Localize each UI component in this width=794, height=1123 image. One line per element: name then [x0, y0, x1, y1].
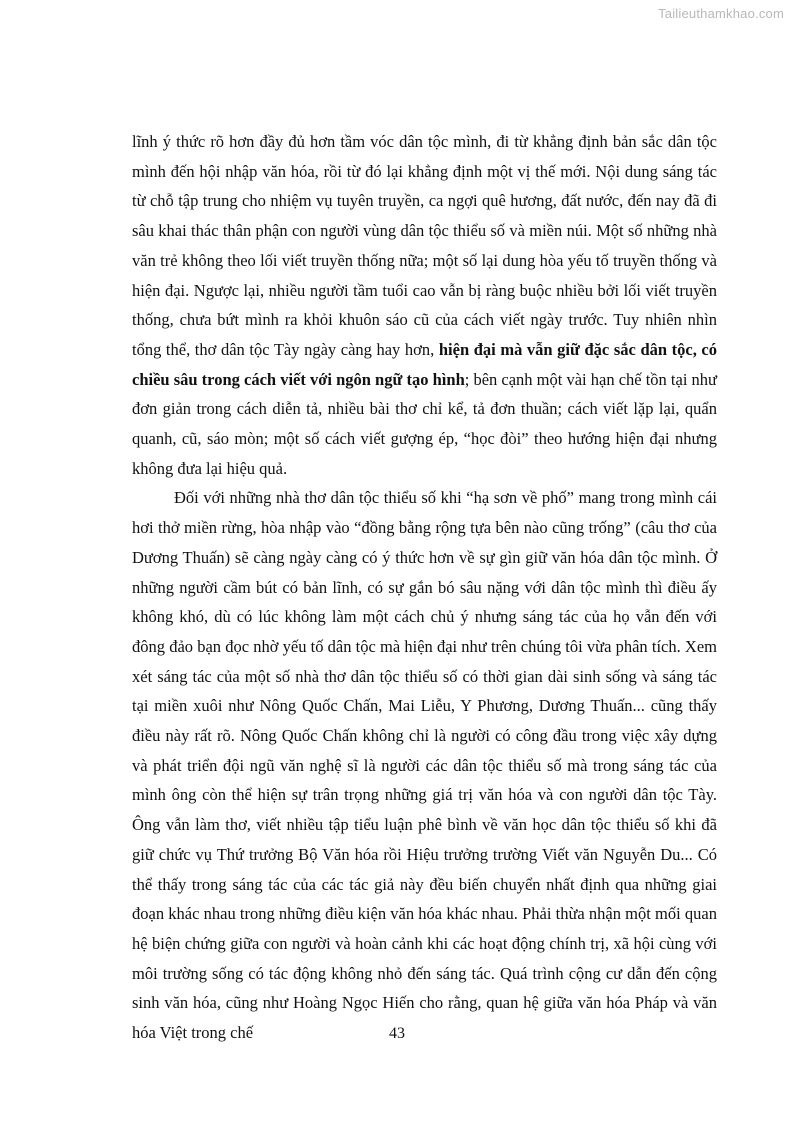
- paragraph-1: [132, 127, 717, 483]
- body-text: [132, 127, 717, 1048]
- paragraph-1-bold-text: hiện đại mà vẫn giữ đặc sắc dân tộc, có chiều sâu trong cách viết với ngôn ngữ tạo hình: [132, 339, 718, 389]
- watermark-text: Tailieuthamkhao.com: [658, 6, 784, 21]
- paragraph-1-text-end: ; bên cạnh một vài hạn chế tồn tại như đơn giản trong cách diễn tả, nhiều bài thơ chỉ kể, tả đơn thuần; cách viết lặp lại, quẩn quanh, cũ, sáo mòn; một số cách viết gượng ép, “học đòi” theo hướng hiện đại nhưng không đưa lại hiệu quả.: [132, 369, 717, 478]
- paragraph-1-text: lĩnh ý thức rõ hơn đầy đủ hơn tầm vóc dân tộc mình, đi từ khẳng định bản sắc dân tộc mình đến hội nhập văn hóa, rồi từ đó lại khẳng định một vị thế mới. Nội dung sáng tác từ chỗ tập trung cho nhiệm vụ tuyên truyền, ca ngợi quê hương, đất nước, đến nay đã đi sâu khai thác thân phận con người vùng dân tộc thiểu số và miền núi. Một số những nhà văn trẻ không theo lối viết truyền thống nữa; một số lại dung hòa yếu tố truyền thống và hiện đại. Ngược lại, nhiều người tầm tuổi cao vẫn bị ràng buộc nhiều bởi lối viết truyền thống, chưa bứt mình ra khỏi khuôn sáo cũ của cách viết ngày trước. Tuy nhiên nhìn tổng thể, thơ dân tộc Tày ngày càng hay hơn,: [132, 132, 717, 359]
- paragraph-2: Đối với những nhà thơ dân tộc thiểu số khi “hạ sơn về phố” mang trong mình cái hơi thở miền rừng, hòa nhập vào “đồng bằng rộng tựa bên nào cũng trống” (câu thơ của Dương Thuấn) sẽ càng ngày càng có ý thức hơn về sự gìn giữ văn hóa dân tộc mình. Ở những người cầm bút có bản lĩnh, có sự gắn bó sâu nặng với dân tộc mình thì điều ấy không khó, dù có lúc không làm một cách chủ ý nhưng sáng tác của họ vẫn đến với đông đảo bạn đọc nhờ yếu tố dân tộc mà hiện đại như trên chúng tôi vừa phân tích. Xem xét sáng tác của một số nhà thơ dân tộc thiểu số có thời gian dài sinh sống và sáng tác tại miền xuôi như Nông Quốc Chấn, Mai Liễu, Y Phương, Dương Thuấn... cũng thấy điều này rất rõ. Nông Quốc Chấn không chỉ là người có công đầu trong việc xây dựng và phát triển đội ngũ văn nghệ sĩ là người các dân tộc thiểu số mà trong sáng tác của mình ông còn thể hiện sự trân trọng những giá trị văn hóa và con người dân tộc Tày. Ông vẫn làm thơ, viết nhiều tập tiểu luận phê bình về văn học dân tộc thiểu số khi đã giữ chức vụ Thứ trưởng Bộ Văn hóa rồi Hiệu trưởng trường Viết văn Nguyễn Du... Có thể thấy trong sáng tác của các tác giả này đều biến chuyển nhất định qua những giai đoạn khác nhau trong những điều kiện văn hóa khác nhau. Phải thừa nhận một mối quan hệ biện chứng giữa con người và hoàn cảnh khi các hoạt động chính trị, xã hội cùng với môi trường sống có tác động không nhỏ đến sáng tác. Quá trình cộng cư dẫn đến cộng sinh văn hóa, cũng như Hoàng Ngọc Hiến cho rằng, quan hệ giữa văn hóa Pháp và văn hóa Việt trong chế: [132, 488, 717, 1043]
- page-number: 43: [389, 1025, 405, 1042]
